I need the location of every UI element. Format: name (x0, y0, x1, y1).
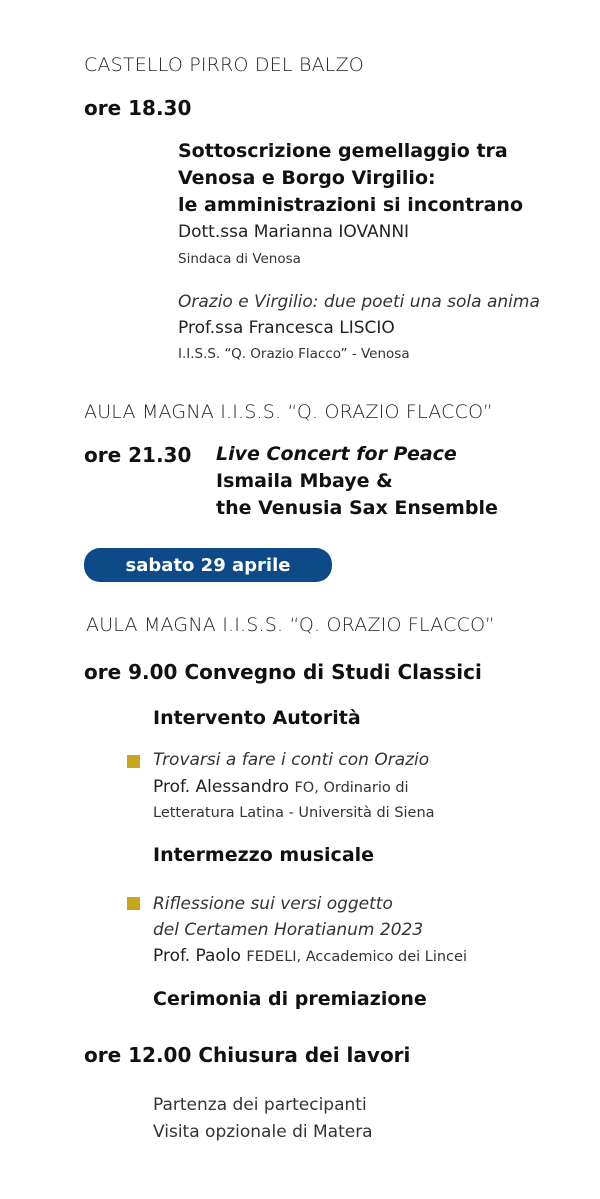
speaker-role: I.I.S.S. “Q. Orazio Flacco” - Venosa (178, 346, 410, 362)
concert-line: the Venusia Sax Ensemble (216, 497, 498, 519)
item-authorities: Intervento Autorità (153, 707, 361, 729)
speaker-name: Prof. Alessandro (153, 777, 295, 797)
speaker-name: Prof.ssa Francesca (178, 318, 340, 338)
time-label: ore 12.00 (84, 1043, 192, 1067)
venue-aula-magna: AULA MAGNA I.I.S.S. “Q. ORAZIO FLACCO” (86, 614, 495, 636)
speaker-iovanni (178, 222, 409, 242)
item-music: Intermezzo musicale (153, 844, 375, 866)
title-line: Sottoscrizione gemellaggio tra (178, 140, 508, 162)
speaker-fedeli (153, 946, 467, 966)
time-label: ore 9.00 (84, 660, 178, 684)
time-900-session (84, 660, 482, 684)
speaker-name: Dott.ssa Marianna (178, 222, 339, 242)
time-1830: ore 18.30 (84, 96, 192, 120)
speaker-surname: LISCIO (339, 318, 395, 338)
talk-title-line: del Certamen Horatianum 2023 (153, 920, 424, 940)
venue-castello: CASTELLO PIRRO DEL BALZO (84, 54, 364, 76)
speaker-role: Letteratura Latina - Università di Siena (153, 805, 435, 821)
talk-title-fo: Trovarsi a fare i conti con Orazio (153, 750, 430, 770)
speaker-surname: FEDELI (246, 949, 297, 965)
date-badge: sabato 29 aprile (84, 548, 332, 582)
time-2130: ore 21.30 (84, 443, 192, 467)
speaker-fo (153, 777, 409, 797)
talk-title-line: Riflessione sui versi oggetto (153, 894, 393, 914)
speaker-role: , Ordinario di (314, 780, 409, 796)
closing-notes (153, 1092, 373, 1146)
speaker-name: Prof. Paolo (153, 946, 247, 966)
square-bullet-icon (127, 897, 140, 910)
item-awards: Cerimonia di premiazione (153, 988, 427, 1010)
speaker-role: , Accademico dei Lincei (296, 949, 467, 965)
speaker-role: Sindaca di Venosa (178, 251, 301, 267)
concert-block (216, 441, 498, 522)
title-line: le amministrazioni si incontrano (178, 194, 524, 216)
concert-line: Ismaila Mbaye & (216, 470, 393, 492)
event-twinning-title (178, 138, 523, 219)
title-line: Venosa e Borgo Virgilio: (178, 167, 436, 189)
speaker-surname: IOVANNI (338, 222, 410, 242)
session-title: Convegno di Studi Classici (184, 660, 482, 684)
closing-title: Chiusura dei lavori (198, 1043, 411, 1067)
speaker-surname: FO (294, 780, 315, 796)
closing-line: Partenza dei partecipanti (153, 1095, 367, 1115)
time-1200-closing (84, 1043, 410, 1067)
concert-title: Live Concert for Peace (216, 443, 457, 465)
venue-aula-magna: AULA MAGNA I.I.S.S. “Q. ORAZIO FLACCO” (84, 401, 493, 423)
square-bullet-icon (127, 755, 140, 768)
talk-title-fedeli (153, 891, 423, 943)
talk-title-orazio-virgilio: Orazio e Virgilio: due poeti una sola anima (178, 292, 540, 312)
closing-line: Visita opzionale di Matera (153, 1122, 373, 1142)
speaker-liscio (178, 318, 395, 338)
